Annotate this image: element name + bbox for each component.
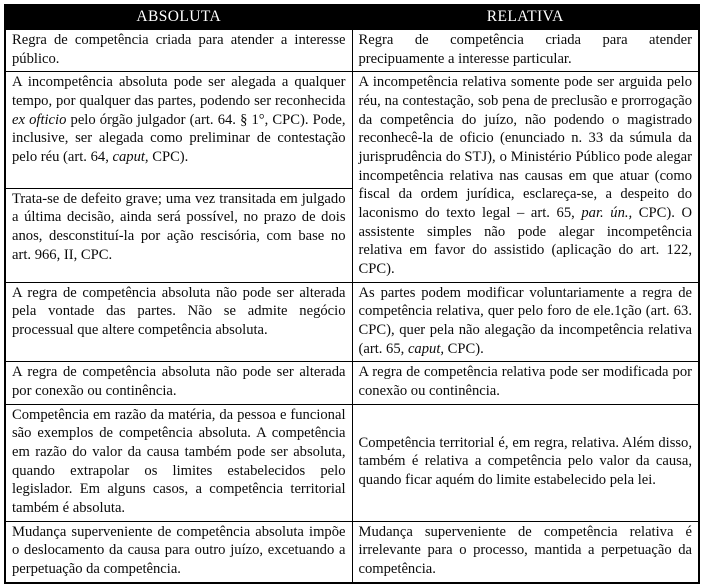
cell-absoluta-conexao-continencia: A regra de competência absoluta não pode ser alterada por conexão ou continência. xyxy=(5,362,352,404)
cell-relativa-mudanca-superveniente: Mudança superveniente de competência relativa é irrelevante para o processo, mantida a perpetuação da competência. xyxy=(352,521,699,583)
cell-relativa-territorial: Competência territorial é, em regra, relativa. Além disso, também é relativa a competência pelo valor da causa, quando ficar aquém do limite estabelecido pela lei. xyxy=(352,404,699,521)
cell-absoluta-defeito-grave: Trata-se de defeito grave; uma vez transitada em julgado a última decisão, ainda será possível, no prazo de dois anos, desconstituí-la por ação rescisória, com base no art. 966, II, CPC. xyxy=(5,188,352,282)
cell-absoluta-alegacao: A incompetência absoluta pode ser alegada a qualquer tempo, por qualquer das partes, podendo ser reconhecida ex ofticio pelo órgão julgador (art. 64. § 1°, CPC). Pode, inclusive, ser alegada como preliminar de contestação pelo réu (art. 64, caput, CPC). xyxy=(5,72,352,188)
cell-relativa-interesse-particular: Regra de competência criada para atender precipuamente a interesse particular. xyxy=(352,30,699,72)
cell-absoluta-mudanca-superveniente: Mudança superveniente de competência absoluta impõe o deslocamento da causa para outro juízo, excetuando a perpetuação da competência. xyxy=(5,521,352,583)
cell-relativa-conexao-continencia: A regra de competência relativa pode ser modificada por conexão ou continência. xyxy=(352,362,699,404)
cell-absoluta-interesse-publico: Regra de competência criada para atender a interesse público. xyxy=(5,30,352,72)
comparison-table xyxy=(4,4,700,584)
cell-relativa-modificacao-voluntaria: As partes podem modificar voluntariamente a regra de competência relativa, quer pelo foro de ele.1ção (art. 63. CPC), quer pela não alegação da incompetência relativa (art. 65, caput, CPC). xyxy=(352,282,699,362)
cell-absoluta-vontade-das-partes: A regra de competência absoluta não pode ser alterada pela vontade das partes. Não se admite negócio processual que altere competência absoluta. xyxy=(5,282,352,362)
cell-absoluta-exemplos: Competência em razão da matéria, da pessoa e funcional são exemplos de competência absoluta. A competência em razão do valor da causa também pode ser absoluta, quando extrapolar os limites estabelecidos pelo legislador. Em alguns casos, a competência territorial também é absoluta. xyxy=(5,404,352,521)
table-row xyxy=(5,404,699,521)
header-row xyxy=(5,5,699,30)
table-row xyxy=(5,521,699,583)
table-row xyxy=(5,72,699,188)
table-row xyxy=(5,30,699,72)
table-row xyxy=(5,282,699,362)
table-row xyxy=(5,362,699,404)
cell-relativa-arguicao: A incompetência relativa somente pode ser arguida pelo réu, na contestação, sob pena de preclusão e prorrogação da competência do juízo, não podendo o magistrado reconhecê-la de oficio (enunciado n. 33 da súmula da jurisprudência do STJ), o Ministério Público pode alegar incompetência relativa nas causas em que atuar (como fiscal da ordem jurídica, esclareça-se, a despeito do laconismo do texto legal – art. 65, par. ún., CPC). O assistente simples não pode alegar incompetência relativa em favor do assistido (aplicação do art. 122, CPC). xyxy=(352,72,699,282)
column-header-absoluta: ABSOLUTA xyxy=(5,5,352,30)
column-header-relativa: RELATIVA xyxy=(352,5,699,30)
